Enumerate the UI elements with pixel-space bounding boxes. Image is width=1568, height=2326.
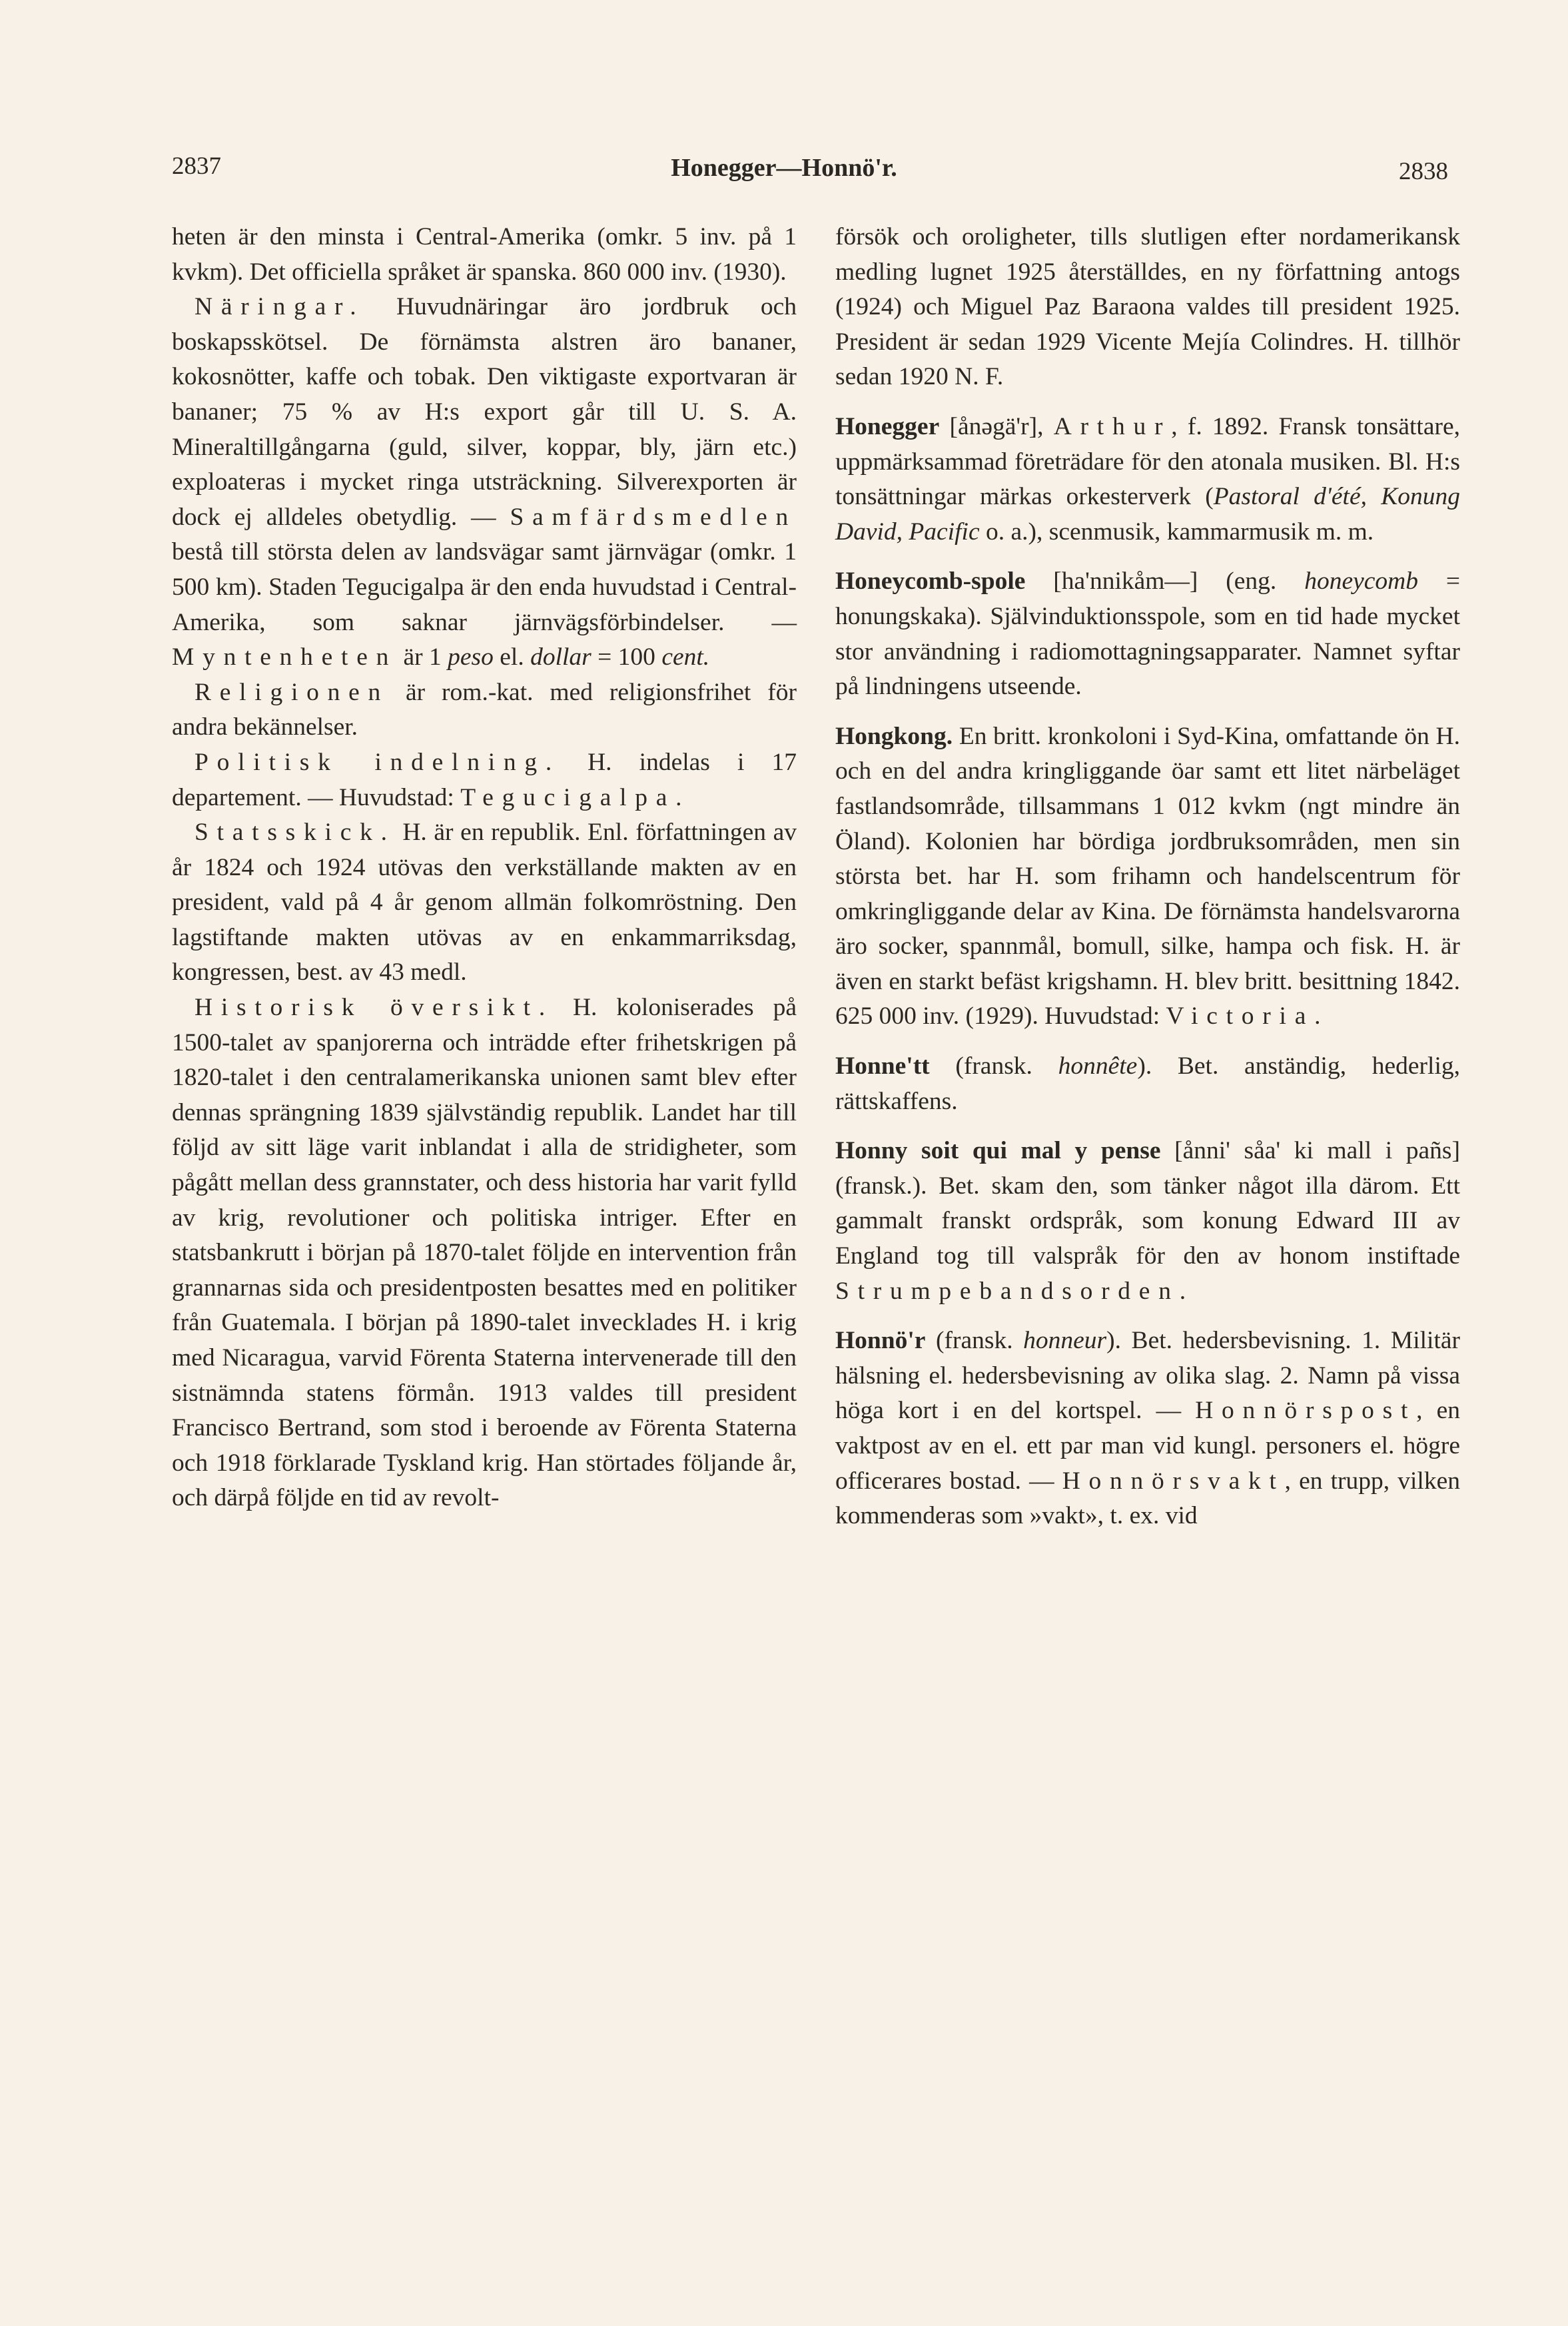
religionen-label: Religionen [195, 678, 390, 706]
entry-honnett: Honne'tt (fransk. honnête). Bet. anständig, hederlig, rättskaffens. [835, 1052, 1460, 1115]
headword-honeycomb: Honeycomb-spole [835, 568, 1026, 595]
continuation-paragraph: försök och oroligheter, tills slutligen efter nordamerikansk medling lugnet 1925 återställdes, en ny författning antogs (1924) och Miguel Paz Baraona valdes till president 1925. President är sedan 1929 Vicente Mejía Colindres. H. tillhör sedan 1920 N. F. [835, 223, 1460, 391]
naringar-label: Näringar. [195, 293, 365, 321]
politisk-paragraph: Politisk indelning. H. indelas i 17 departement. — Huvudstad: Tegucigalpa. [172, 748, 797, 811]
entry-honny: Honny soit qui mal y pense [ånni' såa' ki mall i pañs] (fransk.). Bet. skam den, som tänker något illa därom. Ett gammalt franskt ordspråk, som konung Edward III av England tog till valspråk för den av honom instiftade Strumpebandsorden. [835, 1137, 1460, 1305]
headword-honnett: Honne'tt [835, 1052, 930, 1080]
historisk-paragraph: Historisk översikt. H. koloniserades på 1500-talet av spanjorerna och inträdde efter frihetskrigen på 1820-talet i den centralamerikanska unionen samt blev efter dennas sprängning 1839 självständig republik. Landet har till följd av sitt läge varit inblandat i alla de stridigheter, som pågått mellan dess grannstater, och dess historia har varit fylld av krig, revolutioner och politiska intriger. Efter en statsbankrutt i början på 1870-talet följde en intervention från grannarnas sida och presidentposten besattes med en politiker från Guatemala. I början på 1890-talet invecklades H. i krig med Nicaragua, varvid Förenta Staterna intervenerade till den sistnämnda statens förmån. 1913 valdes till president Francisco Bertrand, som stod i beroende av Förenta Staterna och 1918 förklarade Tyskland krig. Han störtades följande år, och därpå följde en tid av revolt- [172, 994, 797, 1512]
naringar-paragraph: Näringar. Huvudnäringar äro jordbruk och boskapsskötsel. De förnämsta alstren äro bananer, kokosnötter, kaffe och tobak. Den viktigaste exportvaran är bananer; 75 % av H:s export går till U. S. A. Mineraltillgångarna (guld, silver, koppar, bly, järn etc.) exploateras i mycket ringa utsträckning. Silverexporten är dock ej alldeles obetydlig. — Samfärdsmedlen bestå till största delen av landsvägar samt järnvägar (omkr. 1 500 km). Staden Tegucigalpa är den enda huvudstad i Central-Amerika, som saknar järnvägsförbindelser. — Myntenheten är 1 peso el. dollar = 100 cent. [172, 293, 797, 671]
running-title: Honegger—Honnö'r. [671, 154, 897, 182]
religionen-paragraph: Religionen är rom.-kat. med religionsfrihet för andra bekännelser. [172, 678, 797, 741]
entry-honnor: Honnö'r (fransk. honneur). Bet. hedersbevisning. 1. Militär hälsning el. hedersbevisning av olika slag. 2. Namn på vissa höga kort i en del kortspel. — Honnörspost, en vaktpost av en el. ett par man vid kungl. personers el. högre officerares bostad. — Honnörsvakt, en trupp, vilken kommenderas som »vakt», t. ex. vid [835, 1327, 1460, 1530]
entry-hongkong: Hongkong. En britt. kronkoloni i Syd-Kina, omfattande ön H. och en del andra kringliggande öar samt ett litet närbeläget fastlandsområde, tillsammans 1 012 kvkm (ngt mindre än Öland). Kolonien har bördiga jordbruksområden, men sin största bet. har H. som frihamn och handelscentrum för omkringliggande delar av Kina. De förnämsta handelsvarorna äro socker, spannmål, bomull, silke, hampa och fisk. H. är även en starkt befäst krigshamn. H. blev britt. besittning 1842. 625 000 inv. (1929). Huvudstad: Victoria. [835, 722, 1460, 1030]
page-number-left: 2837 [172, 153, 221, 180]
headword-honegger: Honegger [835, 412, 940, 440]
entry-honegger: Honegger [ånəgä'r], Arthur, f. 1892. Fransk tonsättare, uppmärksammad företrädare för den atonala musiken. Bl. H:s tonsättningar märkas orkesterverk (Pastoral d'été, Konung David, Pacific o. a.), scenmusik, kammarmusik m. m. [835, 412, 1461, 546]
headword-honnor: Honnö'r [835, 1327, 926, 1355]
samfardsmedlen-label: Samfärdsmedlen [510, 503, 797, 531]
myntenheten-label: Myntenheten [172, 643, 398, 671]
headword-hongkong: Hongkong. [835, 722, 953, 750]
historisk-label: Historisk översikt. [195, 994, 554, 1022]
headword-honny: Honny soit qui mal y pense [835, 1137, 1161, 1165]
entry-honeycomb: Honeycomb-spole [ha'nnikåm—] (eng. honeycomb = honungskaka). Självinduktionsspole, som en tid hade mycket stor användning i radiomottagningsapparater. Namnet syftar på lindningens utseende. [835, 568, 1460, 701]
right-column [835, 220, 1460, 1534]
page-number-right: 2838 [1399, 158, 1448, 185]
politisk-label: Politisk indelning. [195, 748, 560, 776]
statsskick-label: Statsskick. [195, 819, 396, 847]
intro-paragraph: heten är den minsta i Central-Amerika (omkr. 5 inv. på 1 kvkm). Det officiella språket är spanska. 860 000 inv. (1930). [172, 223, 797, 286]
statsskick-paragraph: Statsskick. H. är en republik. Enl. författningen av år 1824 och 1924 utövas den verkställande makten av en president, vald på 4 år genom allmän folkomröstning. Den lagstiftande makten utövas av en enkammarriksdag, kongressen, best. av 43 medl. [172, 819, 797, 986]
politisk-capital: Tegucigalpa. [460, 783, 691, 811]
left-column [172, 220, 797, 1516]
